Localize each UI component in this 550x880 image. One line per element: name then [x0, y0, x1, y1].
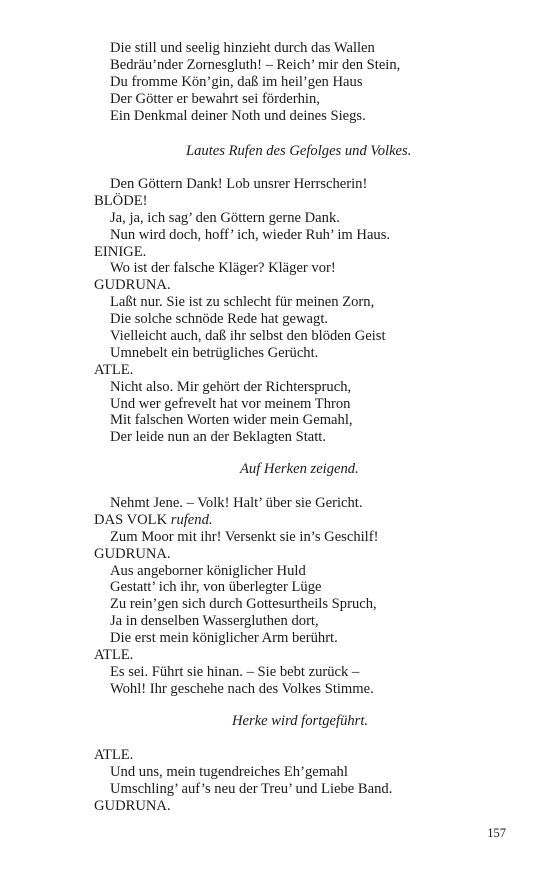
speaker-label: GUDRUNA. [94, 277, 171, 294]
verse-line: Wohl! Ihr geschehe nach des Volkes Stimme. [110, 680, 374, 697]
verse-line: Bedräu’nder Zornesgluth! – Reich’ mir den Stein, [110, 56, 401, 73]
verse-line: Umnebelt ein betrügliches Gerücht. [110, 344, 319, 361]
verse-line: Nehmt Jene. – Volk! Halt’ über sie Gericht. [110, 495, 363, 511]
dialogue-block-3 [0, 495, 550, 698]
verse-line: Laßt nur. Sie ist zu schlecht für meinen Zorn, [110, 294, 375, 311]
verse-line: Gestatt’ ich ihr, von überlegter Lüge [110, 579, 322, 596]
dialogue-block-4 [0, 747, 550, 815]
verse-line: Ja, ja, ich sag’ den Göttern gerne Dank. [110, 209, 340, 226]
speaker-label: GUDRUNA. [94, 797, 171, 814]
verse-line: Der Götter er bewahrt sei förderhin, [110, 90, 320, 107]
speaker-label: ATLE. [94, 647, 134, 664]
verse-line: Umschling’ auf’s neu der Treu’ und Liebe Band. [110, 780, 393, 797]
verse-line: Die erst mein königlicher Arm berührt. [110, 630, 338, 647]
stage-direction-3: Herke wird fortgeführt. [232, 713, 369, 729]
verse-line: Nicht also. Mir gehört der Richterspruch, [110, 378, 352, 395]
verse-line: Vielleicht auch, daß ihr selbst den blöden Geist [110, 328, 386, 345]
stage-direction-1: Lautes Rufen des Gefolges und Volkes. [186, 143, 412, 159]
verse-line: Es sei. Führt sie hinan. – Sie bebt zurück – [110, 663, 360, 680]
speaker-label: GUDRUNA. [94, 545, 171, 562]
verse-line: Aus angeborner königlicher Huld [110, 562, 306, 579]
verse-line: Und wer gefrevelt hat vor meinem Thron [110, 395, 351, 412]
page-number: 157 [487, 826, 506, 840]
verse-line: Wo ist der falsche Kläger? Kläger vor! [110, 260, 336, 277]
verse-line: Zu rein’gen sich durch Gottesurtheils Spruch, [110, 596, 377, 613]
verse-line: Die still und seelig hinzieht durch das Wallen [110, 40, 375, 56]
verse-line: Nun wird doch, hoff’ ich, wieder Ruh’ im Haus. [110, 226, 391, 243]
speaker-label: ATLE. [94, 747, 134, 763]
verse-line: Zum Moor mit ihr! Versenkt sie in’s Geschilf! [110, 528, 379, 545]
verse-block-1 [0, 40, 550, 124]
speaker-label [0, 512, 550, 529]
verse-line: Ja in denselben Wassergluthen dort, [110, 613, 319, 630]
speaker-name: DAS VOLK [94, 511, 168, 528]
speaker-label: ATLE. [94, 361, 134, 378]
verse-line: Der leide nun an der Beklagten Statt. [110, 429, 326, 446]
verse-line: Du fromme Kön’gin, daß im heil’gen Haus [110, 73, 363, 90]
dialogue-block-2 [0, 176, 550, 446]
speaker-direction: rufend. [170, 511, 213, 528]
speaker-label: BLÖDE! [94, 192, 148, 209]
verse-line: Den Göttern Dank! Lob unsrer Herrscherin! [110, 176, 368, 192]
verse-line: Und uns, mein tugendreiches Eh’gemahl [110, 763, 348, 780]
verse-line: Ein Denkmal deiner Noth und deines Siegs. [110, 107, 366, 124]
stage-direction-2: Auf Herken zeigend. [240, 461, 359, 477]
verse-line: Die solche schnöde Rede hat gewagt. [110, 311, 329, 328]
verse-line: Mit falschen Worten wider mein Gemahl, [110, 412, 353, 429]
speaker-label: EINIGE. [94, 243, 147, 260]
